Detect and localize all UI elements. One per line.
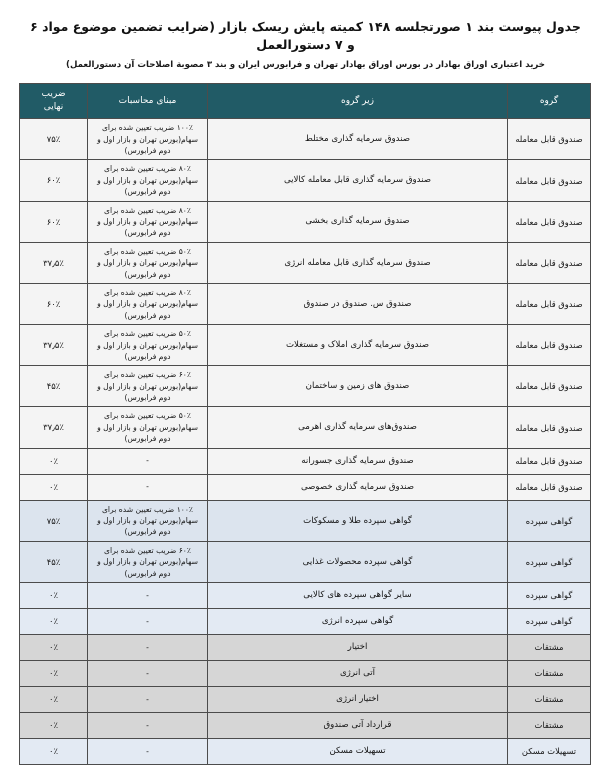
table-row: [20, 713, 591, 739]
cell-group: صندوق قابل معامله: [508, 160, 591, 201]
cell-coefficient: ۳۷٫۵٪: [20, 407, 88, 448]
cell-coefficient: ۶۰٪: [20, 201, 88, 242]
table-header-row: [20, 84, 591, 119]
table-body: [20, 119, 591, 765]
cell-coefficient: ۰٪: [20, 661, 88, 687]
cell-coefficient: ۳۷٫۵٪: [20, 325, 88, 366]
cell-group: گواهی سپرده: [508, 609, 591, 635]
cell-basis: -: [88, 609, 208, 635]
table-row: [20, 407, 591, 448]
cell-group: مشتقات: [508, 661, 591, 687]
cell-basis: -: [88, 687, 208, 713]
cell-subgroup: صندوق های زمین و ساختمان: [208, 366, 508, 407]
cell-subgroup: آتی انرژی: [208, 661, 508, 687]
table-container: [0, 83, 611, 765]
table-row: [20, 448, 591, 474]
cell-group: صندوق قابل معامله: [508, 283, 591, 324]
cell-basis: -: [88, 448, 208, 474]
cell-basis: ۵۰٪ ضریب تعیین شده برای سهام(بورس تهران و بازار اول و دوم فرابورس): [88, 242, 208, 283]
column-header-subgroup: زیر گروه: [208, 84, 508, 119]
cell-coefficient: ۴۵٪: [20, 366, 88, 407]
table-row: [20, 201, 591, 242]
cell-basis: -: [88, 583, 208, 609]
cell-group: گواهی سپرده: [508, 541, 591, 582]
cell-basis: ۶۰٪ ضریب تعیین شده برای سهام(بورس تهران و بازار اول و دوم فرابورس): [88, 366, 208, 407]
cell-subgroup: قرارداد آتی صندوق: [208, 713, 508, 739]
cell-coefficient: ۶۰٪: [20, 283, 88, 324]
table-row: [20, 283, 591, 324]
cell-basis: ۵۰٪ ضریب تعیین شده برای سهام(بورس تهران و بازار اول و دوم فرابورس): [88, 407, 208, 448]
cell-subgroup: گواهی سپرده طلا و مسکوکات: [208, 500, 508, 541]
cell-basis: ۸۰٪ ضریب تعیین شده برای سهام(بورس تهران و بازار اول و دوم فرابورس): [88, 160, 208, 201]
column-header-group: گروه: [508, 84, 591, 119]
cell-coefficient: ۴۵٪: [20, 541, 88, 582]
cell-coefficient: ۰٪: [20, 609, 88, 635]
cell-subgroup: صندوق سرمایه گذاری قابل معامله انرژی: [208, 242, 508, 283]
cell-basis: ۸۰٪ ضریب تعیین شده برای سهام(بورس تهران و بازار اول و دوم فرابورس): [88, 283, 208, 324]
cell-basis: -: [88, 713, 208, 739]
table-row: [20, 160, 591, 201]
cell-basis: -: [88, 474, 208, 500]
cell-coefficient: ۰٪: [20, 448, 88, 474]
cell-group: گواهی سپرده: [508, 500, 591, 541]
table-row: [20, 366, 591, 407]
cell-coefficient: ۰٪: [20, 583, 88, 609]
cell-coefficient: ۷۵٪: [20, 500, 88, 541]
cell-coefficient: ۰٪: [20, 739, 88, 765]
column-header-coefficient-line2: نهایی: [43, 102, 64, 113]
cell-coefficient: ۰٪: [20, 713, 88, 739]
cell-subgroup: صندوق سرمایه گذاری خصوصی: [208, 474, 508, 500]
cell-group: صندوق قابل معامله: [508, 407, 591, 448]
cell-group: مشتقات: [508, 635, 591, 661]
table-row: [20, 661, 591, 687]
table-row: [20, 119, 591, 160]
title-block: [0, 0, 611, 83]
cell-group: صندوق قابل معامله: [508, 201, 591, 242]
cell-subgroup: صندوق سرمایه گذاری بخشی: [208, 201, 508, 242]
table-row: [20, 687, 591, 713]
cell-subgroup: صندوق سرمایه گذاری املاک و مستغلات: [208, 325, 508, 366]
cell-subgroup: گواهی سپرده انرژی: [208, 609, 508, 635]
table-header: [20, 84, 591, 119]
cell-group: صندوق قابل معامله: [508, 366, 591, 407]
cell-group: گواهی سپرده: [508, 583, 591, 609]
table-row: [20, 500, 591, 541]
table-row: [20, 635, 591, 661]
cell-coefficient: ۷۵٪: [20, 119, 88, 160]
cell-subgroup: صندوق سرمایه گذاری مختلط: [208, 119, 508, 160]
column-header-basis: مبنای محاسبات: [88, 84, 208, 119]
table-row: [20, 609, 591, 635]
cell-basis: ۵۰٪ ضریب تعیین شده برای سهام(بورس تهران و بازار اول و دوم فرابورس): [88, 325, 208, 366]
cell-group: مشتقات: [508, 687, 591, 713]
cell-coefficient: ۶۰٪: [20, 160, 88, 201]
cell-group: تسهیلات مسکن: [508, 739, 591, 765]
page-title: جدول پیوست بند ۱ صورتجلسه ۱۴۸ کمیته پایش ریسک بازار (ضرایب تضمین موضوع مواد ۶ و ۷ دستورالعمل: [30, 19, 581, 53]
table-row: [20, 583, 591, 609]
cell-group: صندوق قابل معامله: [508, 325, 591, 366]
cell-basis: ۱۰۰٪ ضریب تعیین شده برای سهام(بورس تهران و بازار اول و دوم فرابورس): [88, 119, 208, 160]
cell-basis: -: [88, 739, 208, 765]
column-header-coefficient-line1: ضریب: [41, 88, 66, 99]
cell-subgroup: اختیار انرژی: [208, 687, 508, 713]
table-row: [20, 325, 591, 366]
table-row: [20, 474, 591, 500]
cell-group: صندوق قابل معامله: [508, 448, 591, 474]
cell-group: مشتقات: [508, 713, 591, 739]
cell-basis: -: [88, 635, 208, 661]
cell-subgroup: اختیار: [208, 635, 508, 661]
cell-basis: ۱۰۰٪ ضریب تعیین شده برای سهام(بورس تهران و بازار اول و دوم فرابورس): [88, 500, 208, 541]
cell-basis: ۶۰٪ ضریب تعیین شده برای سهام(بورس تهران و بازار اول و دوم فرابورس): [88, 541, 208, 582]
cell-subgroup: صندوق س. صندوق در صندوق: [208, 283, 508, 324]
cell-group: صندوق قابل معامله: [508, 242, 591, 283]
cell-basis: -: [88, 661, 208, 687]
cell-subgroup: صندوق‌های سرمایه گذاری اهرمی: [208, 407, 508, 448]
cell-coefficient: ۰٪: [20, 687, 88, 713]
cell-coefficient: ۰٪: [20, 474, 88, 500]
cell-subgroup: سایر گواهی سپرده های کالایی: [208, 583, 508, 609]
table-row: [20, 242, 591, 283]
cell-coefficient: ۳۷٫۵٪: [20, 242, 88, 283]
table-row: [20, 739, 591, 765]
column-header-coefficient: [20, 84, 88, 119]
cell-coefficient: ۰٪: [20, 635, 88, 661]
cell-subgroup: گواهی سپرده محصولات غذایی: [208, 541, 508, 582]
cell-group: صندوق قابل معامله: [508, 474, 591, 500]
cell-subgroup: صندوق سرمایه گذاری جسورانه: [208, 448, 508, 474]
cell-group: صندوق قابل معامله: [508, 119, 591, 160]
cell-basis: ۸۰٪ ضریب تعیین شده برای سهام(بورس تهران و بازار اول و دوم فرابورس): [88, 201, 208, 242]
page-subtitle: خرید اعتباری اوراق بهادار در بورس اوراق بهادار تهران و فرابورس ایران و بند ۳ مصوبة اصلاحات آن دستورالعمل): [66, 60, 545, 71]
cell-subgroup: صندوق سرمایه گذاری قابل معامله کالایی: [208, 160, 508, 201]
table-row: [20, 541, 591, 582]
cell-subgroup: تسهیلات مسکن: [208, 739, 508, 765]
coefficients-table: [19, 83, 591, 765]
